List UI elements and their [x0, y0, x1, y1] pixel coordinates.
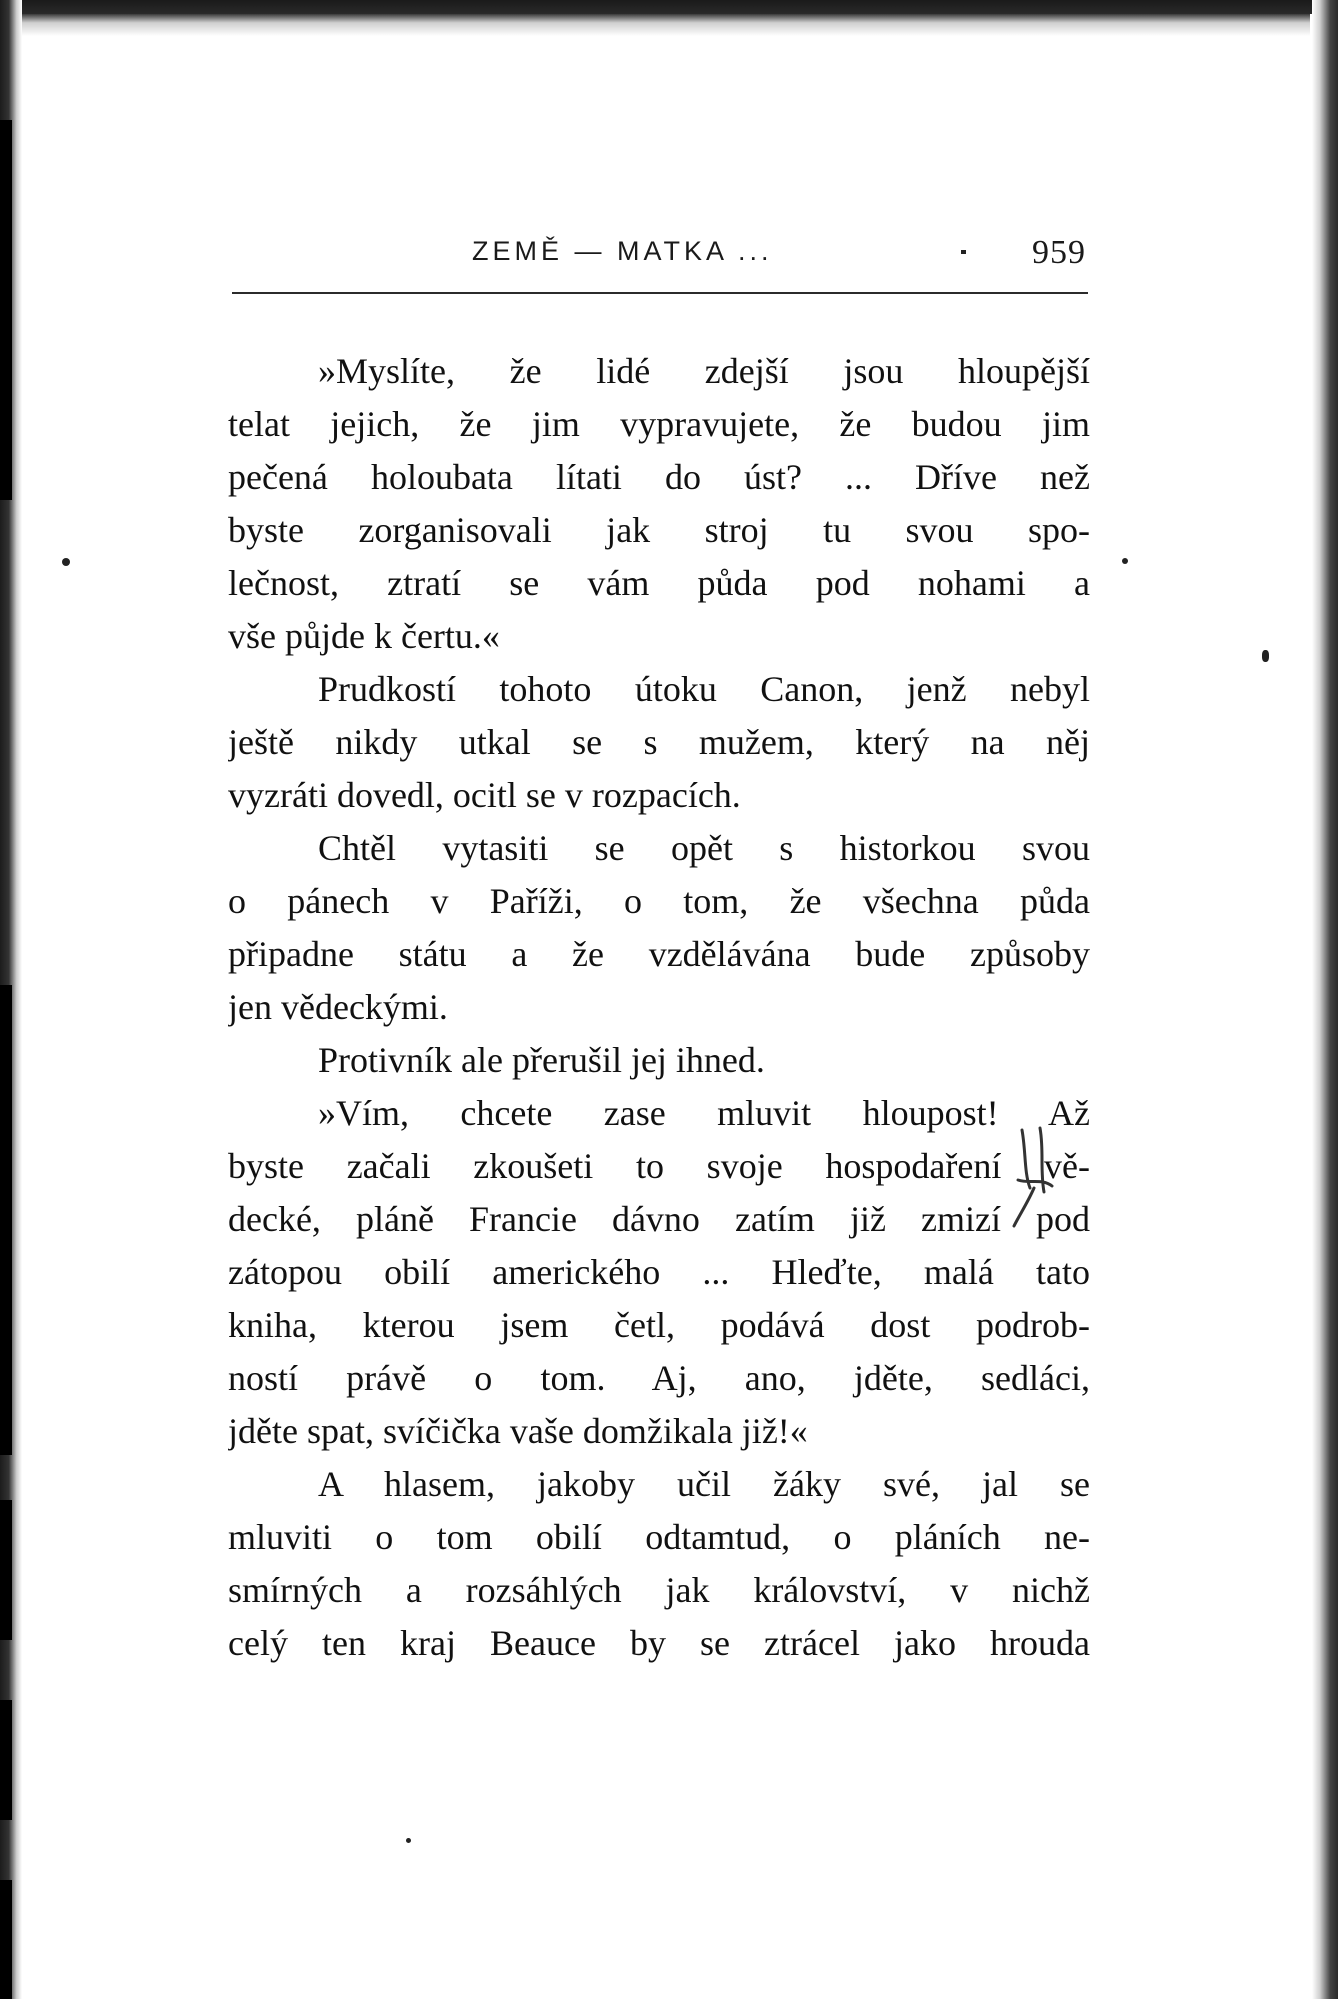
- text-line: vyzráti dovedl, ocitl se v rozpacích.: [228, 775, 741, 815]
- pencil-scribble-icon: [1000, 1122, 1070, 1232]
- text-line: Protivník ale přerušil jej ihned.: [318, 1040, 765, 1080]
- text-line: byste zorganisovali jak stroj tu svou spo-: [228, 510, 1090, 550]
- text-line: jděte spat, svíčička vaše domžikala již!«: [228, 1411, 808, 1451]
- scan-edge-left-block: [0, 1700, 12, 1820]
- text-line: zátopou obilí amerického ... Hleďte, malá tato: [228, 1252, 1090, 1292]
- text-line: A hlasem, jakoby učil žáky své, jal se: [318, 1464, 1090, 1504]
- text-line: »Vím, chcete zase mluvit hloupost! Až: [318, 1093, 1090, 1133]
- text-line: ností právě o tom. Aj, ano, jděte, sedláci,: [228, 1358, 1090, 1398]
- text-line: mluviti o tom obilí odtamtud, o pláních ne-: [228, 1517, 1090, 1557]
- text-line: vše půjde k čertu.«: [228, 616, 500, 656]
- text-line: byste začali zkoušeti to svoje hospodaření vě-: [228, 1146, 1090, 1186]
- running-title: ZEMĚ — MATKA ...: [472, 236, 773, 266]
- text-line: připadne státu a že vzdělávána bude způsoby: [228, 934, 1090, 974]
- header-dot: [961, 250, 966, 254]
- running-head: [232, 236, 1088, 282]
- text-line: smírných a rozsáhlých jak království, v nichž: [228, 1570, 1090, 1610]
- text-line: decké, pláně Francie dávno zatím již zmizí pod: [228, 1199, 1090, 1239]
- text-line: pečená holoubata lítati do úst? ... Dříve než: [228, 457, 1090, 497]
- scan-edge-left-block: [0, 985, 12, 1455]
- text-line: lečnost, ztratí se vám půda pod nohami a: [228, 563, 1090, 603]
- text-line: kniha, kterou jsem četl, podává dost podrob-: [228, 1305, 1090, 1345]
- text-line: jen vědeckými.: [228, 987, 448, 1027]
- scan-edge-right: [1312, 0, 1338, 1999]
- scan-edge-top-shadow: [10, 14, 1310, 36]
- text-line: ještě nikdy utkal se s mužem, který na něj: [228, 722, 1090, 762]
- text-line: »Myslíte, že lidé zdejší jsou hloupější: [318, 351, 1090, 391]
- header-rule: [232, 292, 1088, 294]
- text-line: o pánech v Paříži, o tom, že všechna půda: [228, 881, 1090, 921]
- text-line: telat jejich, že jim vypravujete, že budou jim: [228, 404, 1090, 444]
- page-number: 959: [1032, 234, 1086, 271]
- dust-speck: [1262, 650, 1269, 662]
- text-line: Prudkostí tohoto útoku Canon, jenž nebyl: [318, 669, 1090, 709]
- text-line: celý ten kraj Beauce by se ztrácel jako hrouda: [228, 1623, 1090, 1663]
- scan-edge-left-block: [0, 1880, 12, 1999]
- scan-edge-left-block: [0, 1500, 12, 1640]
- body-text: [228, 345, 1090, 1670]
- dust-speck: [406, 1838, 411, 1843]
- dust-speck: [1122, 558, 1128, 564]
- dust-speck: [62, 558, 70, 566]
- text-line: Chtěl vytasiti se opět s historkou svou: [318, 828, 1090, 868]
- scan-edge-top: [0, 0, 1338, 14]
- scan-edge-left-block: [0, 120, 12, 500]
